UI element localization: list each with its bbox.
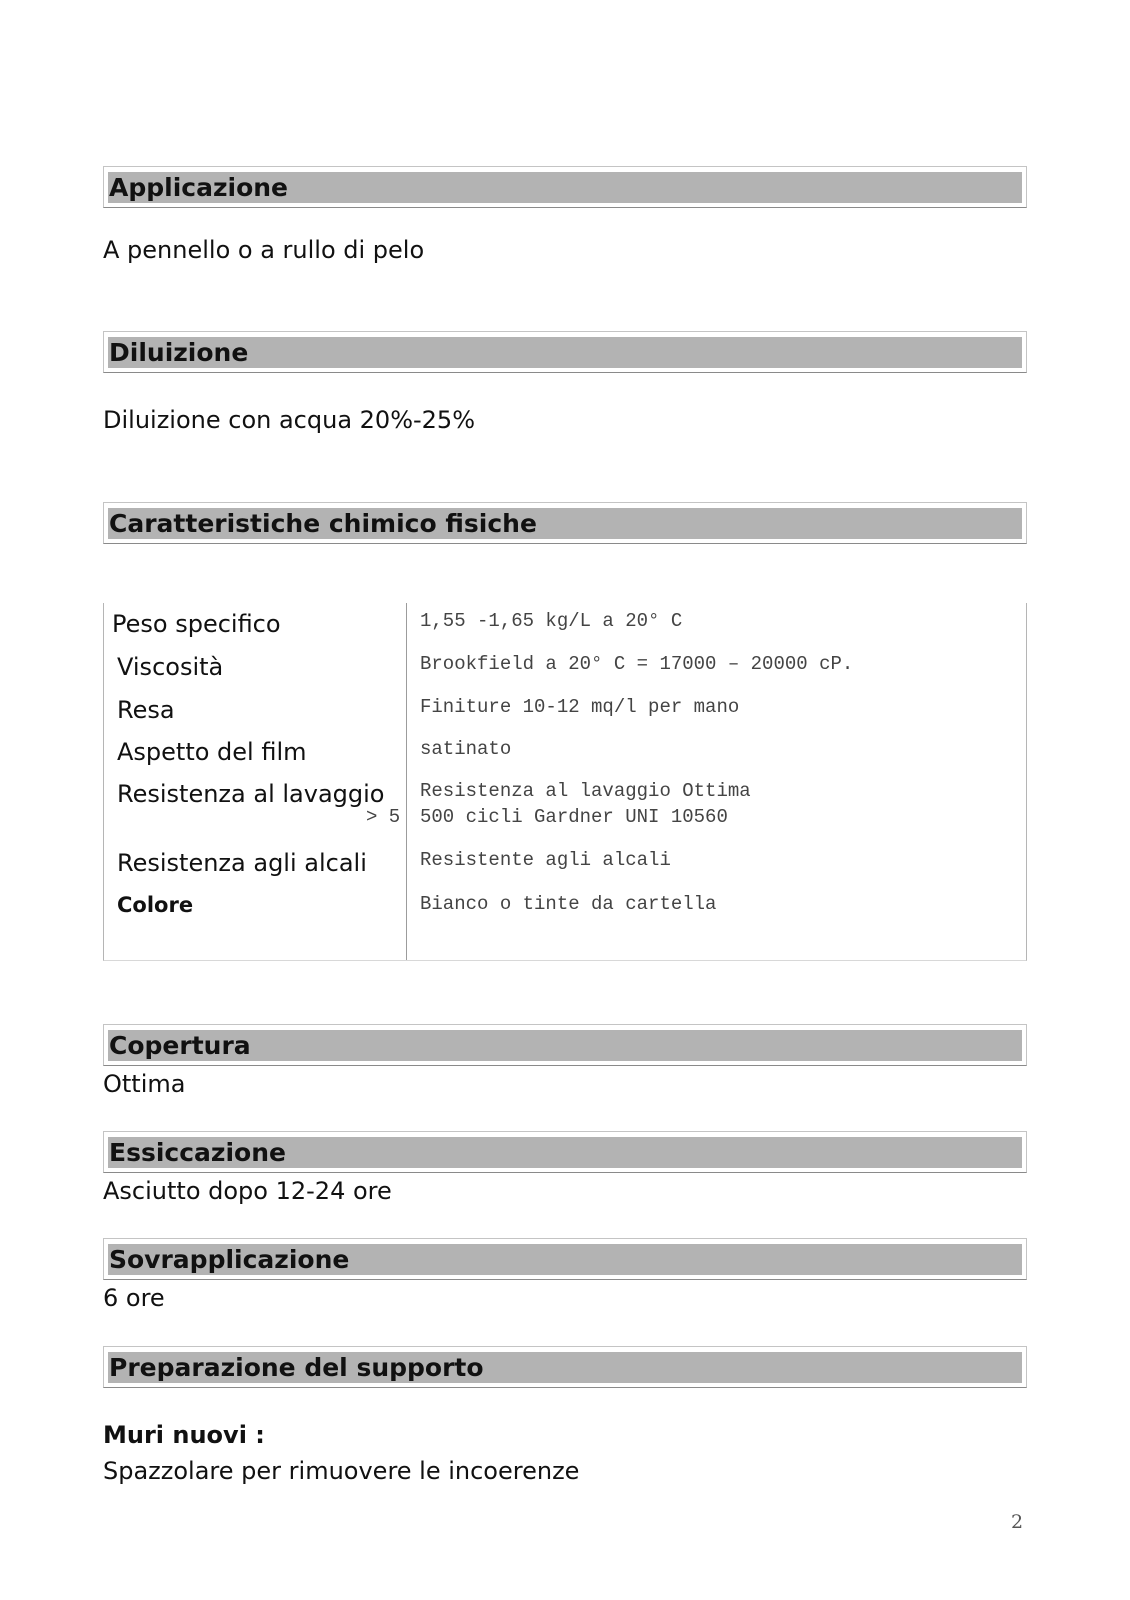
section-title: Sovrapplicazione [109, 1245, 350, 1274]
copertura-text: Ottima [103, 1070, 186, 1098]
property-label: Peso specifico [112, 610, 281, 638]
property-label: Resa [117, 696, 175, 724]
sovrapplicazione-text: 6 ore [103, 1284, 165, 1312]
section-title: Preparazione del supporto [109, 1353, 484, 1382]
section-header-essiccazione [103, 1131, 1027, 1173]
property-value: 1,55 -1,65 kg/L a 20° C [420, 610, 683, 632]
section-title: Copertura [109, 1031, 251, 1060]
property-label: Viscosità [117, 653, 224, 681]
property-value: satinato [420, 738, 512, 760]
section-title: Applicazione [109, 173, 289, 202]
section-header-applicazione [103, 166, 1027, 208]
property-value: Resistenza al lavaggio Ottima [420, 780, 751, 802]
property-label: Colore [117, 893, 194, 917]
section-header-copertura [103, 1024, 1027, 1066]
preparazione-text: Spazzolare per rimuovere le incoerenze [103, 1457, 580, 1485]
properties-table [103, 603, 1027, 961]
column-divider [406, 603, 407, 960]
property-value-line2: 500 cicli Gardner UNI 10560 [420, 806, 728, 828]
section-header-preparazione [103, 1346, 1027, 1388]
property-value-prefix: > 5 [366, 806, 401, 828]
applicazione-text: A pennello o a rullo di pelo [103, 236, 425, 264]
property-label: Aspetto del film [117, 738, 307, 766]
property-value: Finiture 10-12 mq/l per mano [420, 696, 740, 718]
property-value: Brookfield a 20° C = 17000 – 20000 cP. [420, 653, 854, 675]
section-title: Essiccazione [109, 1138, 286, 1167]
diluizione-text: Diluizione con acqua 20%-25% [103, 406, 475, 434]
section-header-diluizione [103, 331, 1027, 373]
property-value: Bianco o tinte da cartella [420, 893, 717, 915]
preparazione-subtitle: Muri nuovi : [103, 1421, 265, 1449]
essiccazione-text: Asciutto dopo 12-24 ore [103, 1177, 392, 1205]
section-title: Diluizione [109, 338, 249, 367]
property-label: Resistenza agli alcali [117, 849, 367, 877]
section-title: Caratteristiche chimico fisiche [109, 509, 537, 538]
property-label: Resistenza al lavaggio [117, 780, 385, 808]
property-value: Resistente agli alcali [420, 849, 671, 871]
page-number: 2 [1011, 1511, 1024, 1533]
section-header-caratteristiche [103, 502, 1027, 544]
section-header-sovrapplicazione [103, 1238, 1027, 1280]
